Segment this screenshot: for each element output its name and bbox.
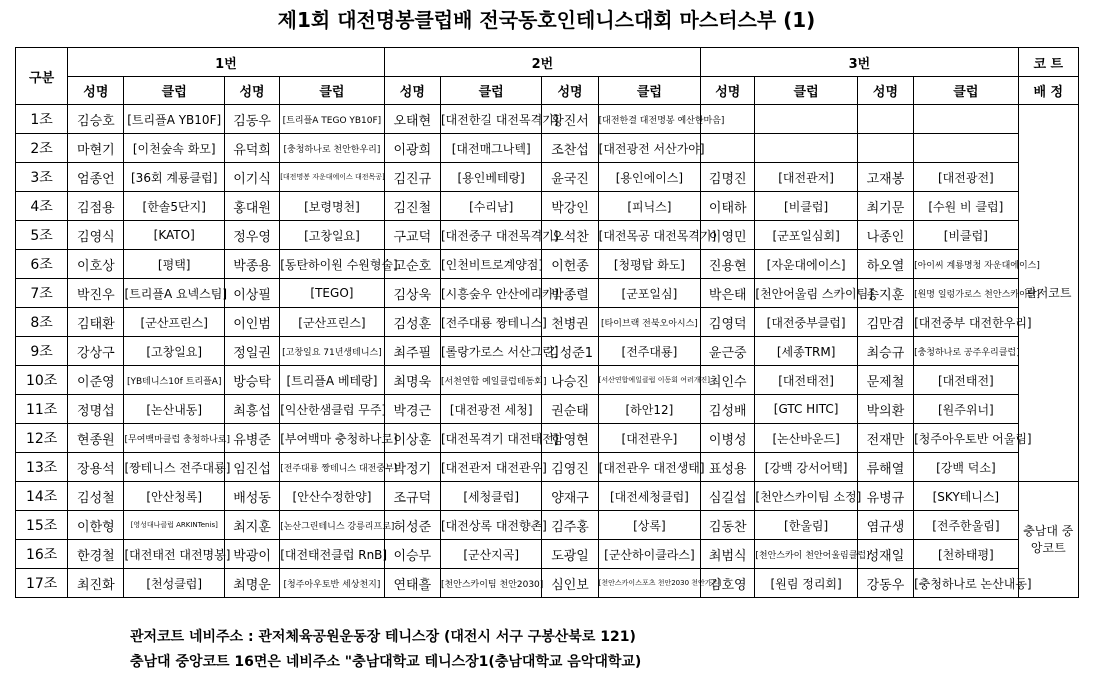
player-club: [한솔5단지]: [124, 192, 224, 221]
player-club: [원림 정리회]: [755, 569, 857, 598]
player-name: 엄종언: [68, 163, 124, 192]
court-assign-chungnam: 충남대 중앙코트: [1018, 482, 1078, 598]
player-club: [청평탑 화도]: [598, 250, 701, 279]
footer-line-1: 관저코트 네비주소 : 관저체육공원운동장 테니스장 (대전시 서구 구봉산북로 121): [130, 629, 636, 645]
group-label: 7조: [16, 279, 68, 308]
group-label: 11조: [16, 395, 68, 424]
header-club-col: 클럽: [280, 77, 385, 105]
player-name: 이광희: [384, 134, 440, 163]
table-row: [16, 163, 1079, 192]
player-name: 이상훈: [384, 424, 440, 453]
player-name: 유덕희: [224, 134, 279, 163]
header-name-col: 성명: [224, 77, 279, 105]
player-name: 장용석: [68, 453, 124, 482]
table-row: [16, 337, 1079, 366]
player-club: [트리플A 베테랑]: [280, 366, 385, 395]
table-row: [16, 308, 1079, 337]
player-club: [914, 105, 1019, 134]
player-name: 허성준: [384, 511, 440, 540]
player-name: 김성철: [68, 482, 124, 511]
player-club: [36회 계룡클럽]: [124, 163, 224, 192]
group-label: 14조: [16, 482, 68, 511]
player-club: [하안12]: [598, 395, 701, 424]
player-name: 김점용: [68, 192, 124, 221]
player-name: 연태흘: [384, 569, 440, 598]
player-name: 박종용: [224, 250, 279, 279]
player-name: 김영식: [68, 221, 124, 250]
table-row: [16, 221, 1079, 250]
player-name: 이한형: [68, 511, 124, 540]
player-name: 최인수: [701, 366, 755, 395]
player-club: [롤랑가로스 서산그린]: [440, 337, 541, 366]
player-name: 김성준1: [542, 337, 598, 366]
player-name: 최진화: [68, 569, 124, 598]
player-name: 황진서: [542, 105, 598, 134]
player-name: 이상필: [224, 279, 279, 308]
player-club: [논산내동]: [124, 395, 224, 424]
player-name: 이승무: [384, 540, 440, 569]
player-club: [대전광전]: [914, 163, 1019, 192]
player-club: [강백 강서어택]: [755, 453, 857, 482]
player-name: 김진규: [384, 163, 440, 192]
player-name: 박은태: [701, 279, 755, 308]
player-club: [대전중부클럽]: [755, 308, 857, 337]
player-name: 한경철: [68, 540, 124, 569]
player-name: 양재구: [542, 482, 598, 511]
player-name: 천병권: [542, 308, 598, 337]
player-name: 마현기: [68, 134, 124, 163]
player-club: [영성대나클럽 ARKINTenis]: [124, 511, 224, 540]
player-club: [원명 일렁가로스 천안스카이팀]: [914, 279, 1019, 308]
group-label: 2조: [16, 134, 68, 163]
group-label: 8조: [16, 308, 68, 337]
player-club: [대전상록 대전향촌]: [440, 511, 541, 540]
player-club: [짱테니스 전주대룡]: [124, 453, 224, 482]
header-court-label-top: 코 트: [1018, 48, 1078, 77]
player-name: 김성배: [701, 395, 755, 424]
player-club: [전주대룡 짱테니스]: [440, 308, 541, 337]
player-name: 강상구: [68, 337, 124, 366]
player-name: 김호영: [701, 569, 755, 598]
table-row: [16, 279, 1079, 308]
player-name: 박의환: [857, 395, 913, 424]
player-name: 최지훈: [224, 511, 279, 540]
table-row: [16, 192, 1079, 221]
player-name: 김주홍: [542, 511, 598, 540]
player-club: [평택]: [124, 250, 224, 279]
player-name: 고순호: [384, 250, 440, 279]
player-name: 성재일: [857, 540, 913, 569]
player-club: [서산연합예일클럽 이동회 여러개진]: [598, 366, 701, 395]
player-name: 강동우: [857, 569, 913, 598]
player-name: 김상욱: [384, 279, 440, 308]
player-club: [755, 134, 857, 163]
player-club: [충청하나로 논산내동]: [914, 569, 1019, 598]
player-name: 나승진: [542, 366, 598, 395]
player-name: 도광일: [542, 540, 598, 569]
player-name: 나종인: [857, 221, 913, 250]
player-club: [상록]: [598, 511, 701, 540]
group-label: 10조: [16, 366, 68, 395]
player-club: [대전중구 대전목격기]: [440, 221, 541, 250]
player-name: 박정기: [384, 453, 440, 482]
table-row: [16, 134, 1079, 163]
table-row: [16, 250, 1079, 279]
player-club: [인천비트로계양점]: [440, 250, 541, 279]
player-name: 이헌종: [542, 250, 598, 279]
player-name: 진용현: [701, 250, 755, 279]
player-name: 조찬섭: [542, 134, 598, 163]
player-club: [논산그린테니스 강릉리프로]: [280, 511, 385, 540]
table-row: [16, 482, 1079, 511]
player-club: [강백 덕소]: [914, 453, 1019, 482]
player-name: 전재만: [857, 424, 913, 453]
player-name: 권순태: [542, 395, 598, 424]
player-club: [대전관우 대전생태]: [598, 453, 701, 482]
player-club: [고창일요]: [124, 337, 224, 366]
player-club: [TEGO]: [280, 279, 385, 308]
player-name: 이호상: [68, 250, 124, 279]
player-club: [대전관우]: [598, 424, 701, 453]
player-club: [시흥숲우 안산에리카]: [440, 279, 541, 308]
player-name: 김영진: [542, 453, 598, 482]
player-name: 이태하: [701, 192, 755, 221]
player-name: 송지훈: [857, 279, 913, 308]
player-club: [대전중부 대전한우리]: [914, 308, 1019, 337]
group-label: 3조: [16, 163, 68, 192]
player-club: [세청클럽]: [440, 482, 541, 511]
group-label: 9조: [16, 337, 68, 366]
player-name: 구교덕: [384, 221, 440, 250]
player-club: [대전태전]: [755, 366, 857, 395]
player-club: [군산프린스]: [280, 308, 385, 337]
player-name: 정우영: [224, 221, 279, 250]
player-club: [트리플A YB10F]: [124, 105, 224, 134]
player-name: [857, 105, 913, 134]
player-club: [피닉스]: [598, 192, 701, 221]
group-label: 5조: [16, 221, 68, 250]
player-name: 유병규: [857, 482, 913, 511]
player-club: [대전한결 대전명봉 예산한마음]: [598, 105, 701, 134]
header-club-col: 클럽: [914, 77, 1019, 105]
group-label: 15조: [16, 511, 68, 540]
player-name: 염규생: [857, 511, 913, 540]
player-name: 김명진: [701, 163, 755, 192]
player-club: [비클럽]: [914, 221, 1019, 250]
footer-line-2: 충남대 중앙코트 16면은 네비주소 "충남대학교 테니스장1(충남대학교 음악대학교): [130, 654, 642, 670]
player-club: [청주아우토반 어울림]: [914, 424, 1019, 453]
player-club: [대전태전클럽 RnB]: [280, 540, 385, 569]
player-club: [수원 비 클럽]: [914, 192, 1019, 221]
header-name-col: 성명: [857, 77, 913, 105]
player-club: [군산하이클라스]: [598, 540, 701, 569]
player-club: [천안스카이팀 천안2030]: [440, 569, 541, 598]
group-label: 17조: [16, 569, 68, 598]
player-club: [자운대에이스]: [755, 250, 857, 279]
player-club: [무여백마클럽 충청하나로]: [124, 424, 224, 453]
player-name: 김성훈: [384, 308, 440, 337]
player-club: [914, 134, 1019, 163]
header-club-col: 클럽: [598, 77, 701, 105]
player-club: [군산지곡]: [440, 540, 541, 569]
player-club: [한울림]: [755, 511, 857, 540]
group-label: 13조: [16, 453, 68, 482]
player-club: [YB테니스10f 트리플A]: [124, 366, 224, 395]
player-name: [857, 134, 913, 163]
player-name: 홍대원: [224, 192, 279, 221]
player-name: 심길섭: [701, 482, 755, 511]
player-name: 최범식: [701, 540, 755, 569]
header-club-col: 클럽: [440, 77, 541, 105]
group-label: 6조: [16, 250, 68, 279]
player-name: 이기식: [224, 163, 279, 192]
player-name: 오태현: [384, 105, 440, 134]
player-name: 유병준: [224, 424, 279, 453]
player-club: [서천연합 예일클럽테동회]: [440, 366, 541, 395]
player-club: [대전목격기 대전태전]: [440, 424, 541, 453]
player-club: [청주아우토반 세상천지]: [280, 569, 385, 598]
player-club: [대전한길 대전목격기]: [440, 105, 541, 134]
player-club: [용인베테랑]: [440, 163, 541, 192]
player-club: [아이씨 계룡명청 자운대에이스]: [914, 250, 1019, 279]
player-name: 최기문: [857, 192, 913, 221]
player-name: 이인범: [224, 308, 279, 337]
player-club: [타이브랙 전북오아시스]: [598, 308, 701, 337]
player-name: 표성용: [701, 453, 755, 482]
group-label: 16조: [16, 540, 68, 569]
table-row: [16, 453, 1079, 482]
player-club: [트리플A 요넥스팀]: [124, 279, 224, 308]
player-name: 김영덕: [701, 308, 755, 337]
header-name-col: 성명: [384, 77, 440, 105]
header-name-col: 성명: [68, 77, 124, 105]
player-club: [전주대룡]: [598, 337, 701, 366]
player-name: 김진철: [384, 192, 440, 221]
player-club: [이천숲속 화모]: [124, 134, 224, 163]
table-row: [16, 395, 1079, 424]
header-court-label-bottom: 배 정: [1018, 77, 1078, 105]
player-club: [대전명봉 자운대에이스 대전목공]: [280, 163, 385, 192]
player-club: [대전매그나텍]: [440, 134, 541, 163]
player-name: 윤국진: [542, 163, 598, 192]
header-court-2: 2번: [384, 48, 700, 77]
player-name: [701, 134, 755, 163]
player-name: 김동찬: [701, 511, 755, 540]
player-name: 이병성: [701, 424, 755, 453]
player-club: [동탄하이원 수원형술]: [280, 250, 385, 279]
header-gubun: 구분: [16, 48, 68, 105]
header-name-col: 성명: [542, 77, 598, 105]
player-club: [안산수정한양]: [280, 482, 385, 511]
group-label: 12조: [16, 424, 68, 453]
player-club: [천하태평]: [914, 540, 1019, 569]
player-club: [군포일심]: [598, 279, 701, 308]
table-row: [16, 424, 1079, 453]
table-row: [16, 511, 1079, 540]
player-name: 박광이: [224, 540, 279, 569]
player-club: [천성클럽]: [124, 569, 224, 598]
player-name: 현종원: [68, 424, 124, 453]
header-court-1: 1번: [68, 48, 384, 77]
player-club: [원주위너]: [914, 395, 1019, 424]
player-name: 김태환: [68, 308, 124, 337]
schedule-body: [16, 105, 1079, 598]
player-club: [충청하나로 공주우리클럽]: [914, 337, 1019, 366]
player-name: 하오열: [857, 250, 913, 279]
player-name: 박경근: [384, 395, 440, 424]
player-name: 최흥섭: [224, 395, 279, 424]
player-club: [고창일요]: [280, 221, 385, 250]
player-club: [755, 105, 857, 134]
player-club: [전주대룡 짱테니스 대전중부]: [280, 453, 385, 482]
table-row: [16, 540, 1079, 569]
player-name: 최명운: [224, 569, 279, 598]
player-club: [군포일심회]: [755, 221, 857, 250]
player-name: 박진우: [68, 279, 124, 308]
player-club: [천안스카이스포츠 천안2030 천안가온]: [598, 569, 701, 598]
player-club: [대전세청클럽]: [598, 482, 701, 511]
player-name: 방승탁: [224, 366, 279, 395]
player-name: 최승규: [857, 337, 913, 366]
player-name: 배성동: [224, 482, 279, 511]
player-club: [부여백마 충청하나로]: [280, 424, 385, 453]
player-name: 이준영: [68, 366, 124, 395]
player-name: 박종렬: [542, 279, 598, 308]
player-name: 류해열: [857, 453, 913, 482]
table-row: [16, 569, 1079, 598]
player-name: 심인보: [542, 569, 598, 598]
player-club: [고창일요 71년생테니스]: [280, 337, 385, 366]
header-club-col: 클럽: [124, 77, 224, 105]
player-name: 오석찬: [542, 221, 598, 250]
player-club: [전주한울림]: [914, 511, 1019, 540]
player-name: 김동우: [224, 105, 279, 134]
player-club: [KATO]: [124, 221, 224, 250]
player-club: [안산청록]: [124, 482, 224, 511]
player-name: 문제철: [857, 366, 913, 395]
table-row: [16, 366, 1079, 395]
player-name: 정일권: [224, 337, 279, 366]
group-label: 1조: [16, 105, 68, 134]
player-club: [논산바운드]: [755, 424, 857, 453]
player-name: 최명욱: [384, 366, 440, 395]
player-club: [트리플A TEGO YB10F]: [280, 105, 385, 134]
player-club: [대전관저]: [755, 163, 857, 192]
player-club: [세종TRM]: [755, 337, 857, 366]
player-club: [대전목공 대전목격기]: [598, 221, 701, 250]
player-name: 함영현: [542, 424, 598, 453]
player-name: 조규덕: [384, 482, 440, 511]
player-club: [익산한샘클럽 무주]: [280, 395, 385, 424]
player-club: [천안어울림 스카이팀]: [755, 279, 857, 308]
player-club: [GTC HITC]: [755, 395, 857, 424]
player-name: 박강인: [542, 192, 598, 221]
player-club: [용인에이스]: [598, 163, 701, 192]
player-club: [수리남]: [440, 192, 541, 221]
schedule-table: [15, 47, 1079, 598]
player-club: [대전태전]: [914, 366, 1019, 395]
player-name: 김승호: [68, 105, 124, 134]
player-name: 임진섭: [224, 453, 279, 482]
header-name-col: 성명: [701, 77, 755, 105]
player-club: [천안스카이팀 소정]: [755, 482, 857, 511]
player-club: [대전관저 대전관우]: [440, 453, 541, 482]
player-name: 이영민: [701, 221, 755, 250]
player-club: [대전광전 세청]: [440, 395, 541, 424]
player-name: 윤근중: [701, 337, 755, 366]
table-row: [16, 105, 1079, 134]
player-club: [SKY테니스]: [914, 482, 1019, 511]
player-club: [충청하나로 천안한우리]: [280, 134, 385, 163]
player-club: [비클럽]: [755, 192, 857, 221]
page-title: 제1회 대전명봉클럽배 전국동호인테니스대회 마스터스부 (1): [277, 8, 816, 32]
group-label: 4조: [16, 192, 68, 221]
player-club: [천안스카이 천안어울림클럽]: [755, 540, 857, 569]
header-court-3: 3번: [701, 48, 1018, 77]
player-name: 고재봉: [857, 163, 913, 192]
player-name: 최주필: [384, 337, 440, 366]
player-club: [대전태전 대전명봉]: [124, 540, 224, 569]
header-club-col: 클럽: [755, 77, 857, 105]
court-assign-gwanjeo: 관저코트: [1018, 105, 1078, 482]
player-club: [대전광전 서산가야]: [598, 134, 701, 163]
player-name: 김만겸: [857, 308, 913, 337]
player-club: [보령명천]: [280, 192, 385, 221]
player-name: 정명섭: [68, 395, 124, 424]
player-club: [군산프린스]: [124, 308, 224, 337]
